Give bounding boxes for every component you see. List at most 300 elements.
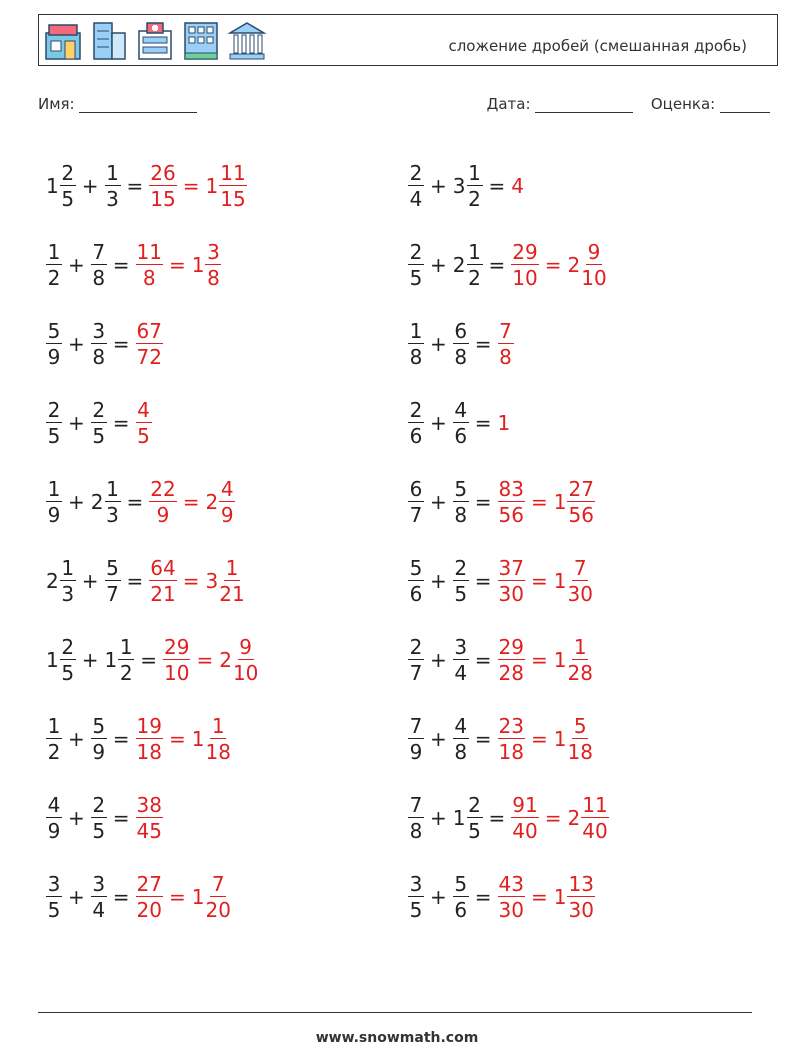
numerator: 1	[47, 713, 61, 738]
denominator: 5	[47, 897, 61, 922]
numerator: 2	[47, 397, 61, 422]
addend-a	[46, 555, 76, 606]
numerator: 7	[92, 239, 106, 264]
numerator: 7	[499, 318, 512, 343]
denominator: 56	[568, 502, 594, 527]
addend-a	[408, 397, 424, 448]
fraction	[511, 792, 538, 843]
numerator: 5	[92, 713, 106, 738]
fraction	[46, 713, 62, 764]
addend-b	[452, 239, 483, 290]
denominator: 9	[409, 739, 423, 764]
denominator: 10	[581, 265, 607, 290]
numerator: 91	[512, 792, 538, 817]
numerator: 4	[47, 792, 61, 817]
denominator: 18	[136, 739, 162, 764]
fraction	[581, 792, 608, 843]
plus-sign: +	[430, 489, 447, 514]
denominator: 2	[119, 660, 133, 685]
whole-number: 1	[104, 647, 118, 672]
addend-b	[105, 555, 121, 606]
numerator: 1	[225, 555, 239, 580]
numerator: 19	[136, 713, 162, 738]
fraction	[232, 634, 259, 685]
denominator: 5	[61, 660, 75, 685]
apartment-building-icon	[181, 19, 221, 63]
denominator: 21	[219, 581, 245, 606]
fraction	[408, 634, 424, 685]
numerator: 6	[454, 318, 468, 343]
fraction	[46, 239, 62, 290]
numerator: 4	[454, 713, 468, 738]
fraction	[498, 871, 525, 922]
numerator: 7	[573, 555, 587, 580]
fraction	[136, 397, 152, 448]
answer-improper	[149, 555, 176, 606]
denominator: 9	[156, 502, 170, 527]
addend-b	[452, 160, 483, 211]
fraction	[467, 239, 483, 290]
numerator: 43	[498, 871, 524, 896]
denominator: 7	[409, 660, 423, 685]
fraction	[408, 713, 424, 764]
name-line	[79, 98, 197, 113]
plus-sign: +	[430, 726, 447, 751]
fraction	[567, 713, 593, 764]
denominator: 8	[454, 344, 468, 369]
fraction	[453, 318, 469, 369]
plus-sign: +	[430, 568, 447, 593]
fraction	[511, 239, 538, 290]
numerator: 1	[119, 634, 133, 659]
fraction	[46, 871, 62, 922]
fraction	[105, 476, 121, 527]
numerator: 1	[468, 239, 481, 264]
equals-sign: =	[488, 252, 506, 277]
equals-sign: =	[544, 252, 562, 277]
problem-row	[408, 225, 609, 304]
date-label: Дата:	[486, 95, 531, 113]
fraction	[498, 634, 525, 685]
fraction	[408, 160, 424, 211]
answer-improper	[163, 634, 190, 685]
denominator: 6	[409, 581, 423, 606]
equals-sign: =	[112, 726, 130, 751]
equals-sign: =	[474, 568, 492, 593]
addend-a	[46, 318, 62, 369]
equals-sign: =	[530, 647, 548, 672]
numerator: 2	[409, 160, 423, 185]
fraction	[205, 239, 221, 290]
numerator: 1	[211, 713, 225, 738]
fraction	[408, 555, 424, 606]
answer-mixed	[205, 555, 245, 606]
whole-number: 2	[205, 489, 219, 514]
denominator: 3	[61, 581, 75, 606]
addend-b	[452, 792, 483, 843]
answer-improper	[136, 713, 163, 764]
numerator: 13	[568, 871, 594, 896]
plus-sign: +	[68, 252, 85, 277]
fraction	[136, 792, 163, 843]
denominator: 8	[207, 265, 220, 290]
fraction	[46, 476, 62, 527]
denominator: 4	[409, 186, 423, 211]
denominator: 2	[47, 265, 61, 290]
fraction	[408, 397, 424, 448]
problem-row	[46, 541, 258, 620]
numerator: 29	[498, 634, 524, 659]
name-field	[38, 95, 197, 113]
answer-improper	[511, 239, 538, 290]
problem-row	[408, 304, 609, 383]
numerator: 1	[106, 160, 119, 185]
whole-number: 1	[46, 173, 59, 198]
problem-row	[408, 857, 609, 936]
addend-a	[46, 397, 62, 448]
fraction	[453, 871, 469, 922]
problem-row	[46, 304, 258, 383]
plus-sign: +	[430, 331, 447, 356]
problem-row	[46, 383, 258, 462]
numerator: 9	[239, 634, 253, 659]
plus-sign: +	[81, 568, 99, 593]
fraction	[467, 160, 483, 211]
answer-improper	[498, 555, 525, 606]
equals-sign: =	[112, 410, 130, 435]
answer-whole: 4	[511, 173, 524, 198]
addend-b	[91, 318, 107, 369]
denominator: 6	[454, 423, 468, 448]
numerator: 23	[498, 713, 524, 738]
numerator: 2	[409, 397, 423, 422]
numerator: 11	[136, 239, 162, 264]
addend-a	[46, 476, 62, 527]
denominator: 20	[205, 897, 231, 922]
equals-sign: =	[474, 647, 492, 672]
equals-sign: =	[544, 805, 562, 830]
addend-a	[408, 555, 424, 606]
problem-row	[408, 541, 609, 620]
addend-b	[91, 792, 107, 843]
denominator: 15	[220, 186, 246, 211]
denominator: 6	[454, 897, 468, 922]
answer-improper	[136, 792, 163, 843]
equals-sign: =	[488, 805, 506, 830]
fraction	[60, 160, 76, 211]
addend-a	[46, 792, 62, 843]
denominator: 15	[150, 186, 176, 211]
equals-sign: =	[112, 805, 130, 830]
answer-mixed	[191, 871, 231, 922]
numerator: 27	[136, 871, 162, 896]
equals-sign: =	[474, 410, 492, 435]
whole-number: 1	[191, 884, 205, 909]
numerator: 7	[409, 792, 423, 817]
fraction	[60, 634, 76, 685]
addend-b	[91, 397, 107, 448]
fraction	[219, 476, 235, 527]
museum-icon	[227, 19, 267, 63]
whole-number: 3	[452, 173, 466, 198]
denominator: 6	[409, 423, 423, 448]
numerator: 27	[568, 476, 594, 501]
problem-row	[408, 620, 609, 699]
hospital-icon	[135, 19, 175, 63]
numerator: 5	[106, 555, 119, 580]
denominator: 10	[512, 265, 538, 290]
equals-sign: =	[182, 568, 200, 593]
equals-sign: =	[126, 489, 144, 514]
equals-sign: =	[112, 331, 130, 356]
fraction	[581, 239, 607, 290]
answer-improper	[498, 476, 525, 527]
equals-sign: =	[126, 173, 144, 198]
numerator: 1	[468, 160, 481, 185]
denominator: 5	[92, 818, 106, 843]
denominator: 10	[164, 660, 190, 685]
fraction	[567, 555, 593, 606]
numerator: 2	[409, 239, 423, 264]
addend-b	[105, 160, 121, 211]
name-label: Имя:	[38, 95, 75, 113]
problems-left-column	[46, 146, 258, 936]
fraction	[149, 476, 176, 527]
problem-row	[46, 146, 258, 225]
addend-b	[91, 713, 107, 764]
numerator: 2	[92, 397, 106, 422]
fraction	[91, 397, 107, 448]
plus-sign: +	[68, 331, 85, 356]
problem-row	[408, 383, 609, 462]
whole-number: 1	[191, 726, 205, 751]
numerator: 5	[573, 713, 587, 738]
answer-mixed	[567, 792, 608, 843]
denominator: 8	[454, 502, 468, 527]
addend-b	[453, 476, 469, 527]
fraction	[498, 555, 525, 606]
equals-sign: =	[474, 489, 492, 514]
fraction	[205, 871, 231, 922]
answer-mixed	[553, 476, 595, 527]
addend-b	[91, 871, 107, 922]
denominator: 8	[409, 344, 423, 369]
denominator: 7	[106, 581, 119, 606]
whole-number: 3	[205, 568, 219, 593]
denominator: 10	[232, 660, 259, 685]
denominator: 30	[498, 897, 524, 922]
addend-b	[453, 397, 469, 448]
fraction	[219, 555, 245, 606]
plus-sign: +	[68, 726, 85, 751]
numerator: 3	[47, 871, 61, 896]
plus-sign: +	[68, 489, 85, 514]
fraction	[498, 318, 514, 369]
denominator: 9	[220, 502, 234, 527]
denominator: 5	[409, 897, 423, 922]
answer-mixed	[553, 871, 595, 922]
answer-improper	[498, 713, 525, 764]
addend-a	[408, 239, 424, 290]
numerator: 7	[409, 713, 423, 738]
fraction	[408, 792, 424, 843]
equals-sign: =	[530, 568, 548, 593]
whole-number: 1	[191, 252, 205, 277]
denominator: 21	[150, 581, 176, 606]
date-line	[535, 98, 633, 113]
equals-sign: =	[182, 173, 200, 198]
answer-mixed	[219, 634, 259, 685]
footer-divider	[38, 1012, 752, 1013]
denominator: 7	[409, 502, 423, 527]
whole-number: 2	[219, 647, 232, 672]
denominator: 2	[468, 186, 481, 211]
fraction	[46, 318, 62, 369]
whole-number: 2	[452, 252, 466, 277]
fraction	[567, 871, 594, 922]
numerator: 5	[454, 871, 468, 896]
denominator: 28	[567, 660, 593, 685]
equals-sign: =	[530, 726, 548, 751]
denominator: 18	[498, 739, 524, 764]
addend-b	[453, 634, 469, 685]
addend-a	[408, 476, 424, 527]
denominator: 5	[92, 423, 106, 448]
denominator: 8	[92, 265, 106, 290]
equals-sign: =	[488, 173, 506, 198]
denominator: 9	[92, 739, 106, 764]
problem-row	[408, 778, 609, 857]
numerator: 3	[409, 871, 423, 896]
fraction	[149, 160, 176, 211]
addend-a	[408, 318, 424, 369]
whole-number: 1	[553, 647, 567, 672]
numerator: 3	[454, 634, 468, 659]
numerator: 3	[92, 318, 106, 343]
equals-sign: =	[196, 647, 214, 672]
whole-number: 1	[553, 884, 567, 909]
whole-number: 1	[553, 726, 567, 751]
addend-a	[46, 713, 62, 764]
equals-sign: =	[112, 884, 130, 909]
fraction	[408, 239, 424, 290]
equals-sign: =	[474, 726, 492, 751]
answer-improper	[136, 871, 163, 922]
numerator: 1	[409, 318, 423, 343]
denominator: 9	[47, 502, 61, 527]
addend-a	[408, 713, 424, 764]
problem-row	[46, 462, 258, 541]
denominator: 45	[136, 818, 162, 843]
grade-label: Оценка:	[650, 95, 716, 113]
problem-row	[408, 699, 609, 778]
answer-improper	[136, 397, 152, 448]
fraction	[91, 318, 107, 369]
fraction	[105, 160, 121, 211]
plus-sign: +	[81, 173, 99, 198]
addend-a	[46, 634, 76, 685]
numerator: 4	[220, 476, 234, 501]
grade-line	[720, 98, 770, 113]
fraction	[46, 397, 62, 448]
problem-row	[46, 857, 258, 936]
addend-a	[408, 792, 424, 843]
fraction	[205, 713, 231, 764]
numerator: 29	[164, 634, 190, 659]
denominator: 20	[136, 897, 162, 922]
addend-b	[453, 871, 469, 922]
addend-b	[453, 318, 469, 369]
fraction	[219, 160, 246, 211]
denominator: 28	[498, 660, 524, 685]
denominator: 3	[106, 502, 119, 527]
denominator: 8	[142, 265, 156, 290]
denominator: 9	[47, 344, 61, 369]
fraction	[105, 555, 121, 606]
denominator: 2	[468, 265, 481, 290]
numerator: 1	[61, 555, 75, 580]
denominator: 8	[499, 344, 512, 369]
numerator: 3	[92, 871, 106, 896]
whole-number: 2	[90, 489, 104, 514]
equals-sign: =	[140, 647, 157, 672]
denominator: 5	[137, 423, 150, 448]
denominator: 5	[47, 423, 61, 448]
denominator: 30	[567, 581, 593, 606]
addend-a	[408, 160, 424, 211]
whole-number: 1	[553, 568, 567, 593]
fraction	[408, 318, 424, 369]
answer-mixed	[191, 239, 222, 290]
numerator: 29	[512, 239, 538, 264]
answer-mixed	[553, 634, 593, 685]
numerator: 9	[587, 239, 601, 264]
denominator: 30	[498, 581, 524, 606]
addend-b	[91, 239, 107, 290]
answer-mixed	[205, 160, 246, 211]
shop-icon	[43, 19, 83, 63]
plus-sign: +	[430, 647, 447, 672]
problem-row	[408, 146, 609, 225]
denominator: 5	[61, 186, 75, 211]
numerator: 83	[498, 476, 524, 501]
plus-sign: +	[430, 173, 447, 198]
fraction	[136, 239, 163, 290]
answer-mixed	[553, 713, 593, 764]
fraction	[408, 476, 424, 527]
denominator: 72	[136, 344, 162, 369]
fraction	[136, 713, 163, 764]
numerator: 5	[409, 555, 423, 580]
fraction	[498, 476, 525, 527]
answer-improper	[136, 239, 163, 290]
addend-a	[46, 239, 62, 290]
equals-sign: =	[474, 884, 492, 909]
denominator: 56	[498, 502, 524, 527]
denominator: 2	[47, 739, 61, 764]
equals-sign: =	[168, 252, 186, 277]
addend-b	[104, 634, 135, 685]
answer-improper	[498, 318, 514, 369]
fraction	[136, 318, 163, 369]
plus-sign: +	[430, 410, 447, 435]
problem-row	[46, 778, 258, 857]
fraction	[91, 871, 107, 922]
addend-a	[46, 160, 76, 211]
fraction	[91, 713, 107, 764]
numerator: 67	[136, 318, 162, 343]
plus-sign: +	[430, 805, 447, 830]
